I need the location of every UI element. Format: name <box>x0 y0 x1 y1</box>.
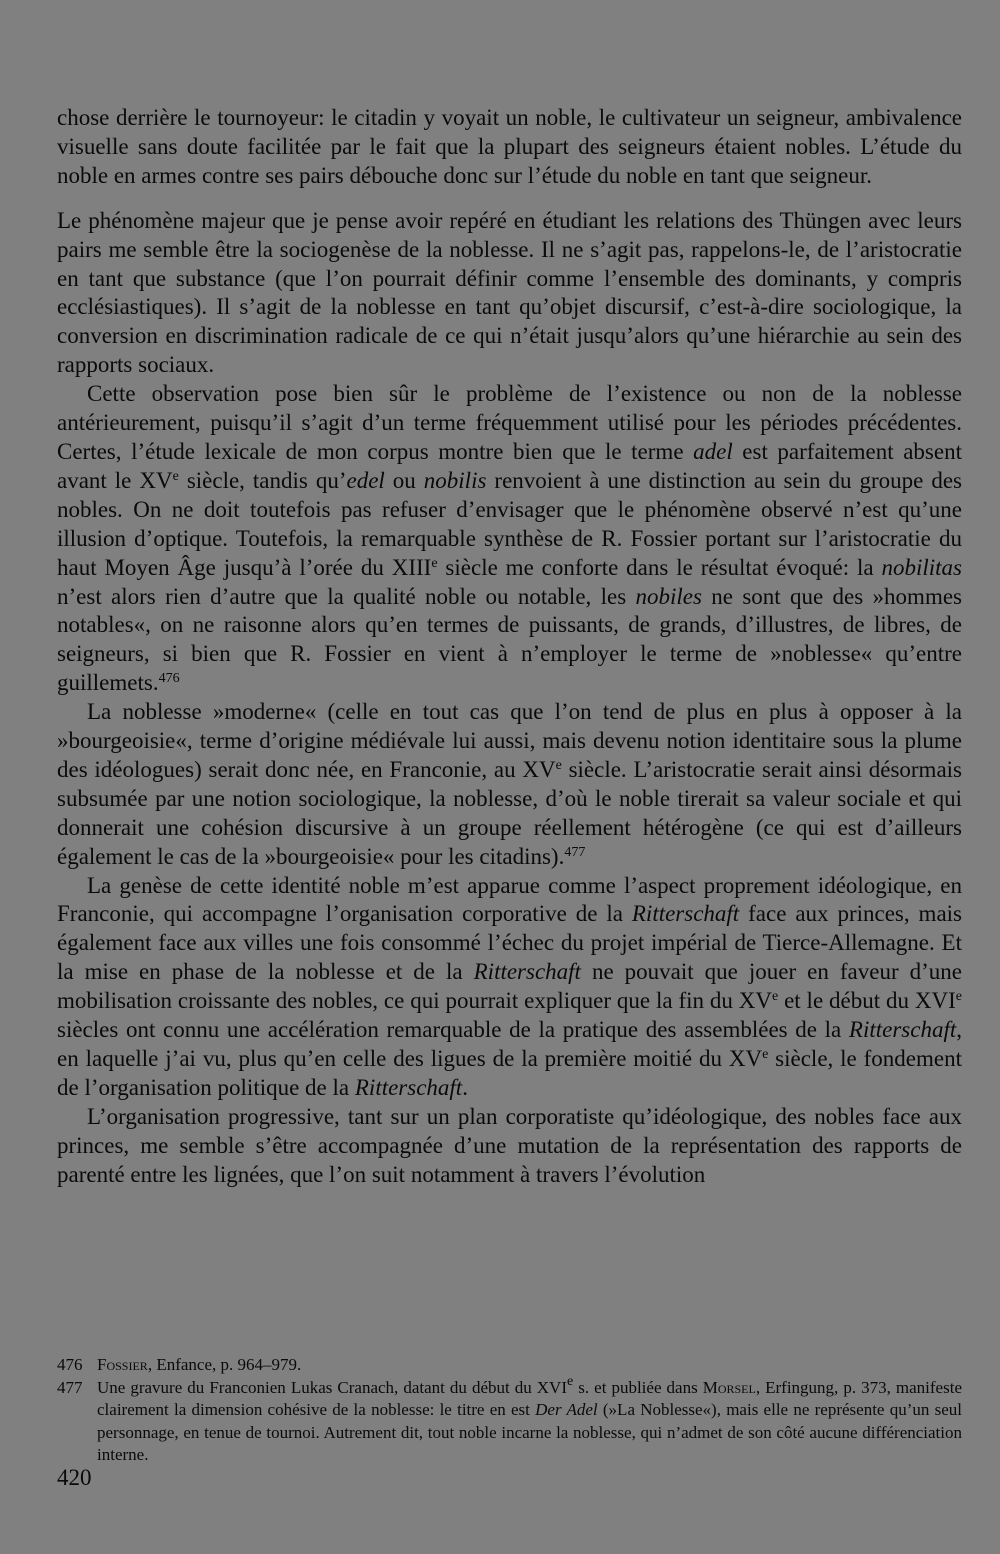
footnote-text: Fossier, Enfance, p. 964–979. <box>97 1355 302 1374</box>
paragraph-4: La noblesse »moderne« (celle en tout cas que l’on tend de plus en plus à opposer à la »bourgeoisie«, terme d’origine médiévale lui aussi, mais devenu notion identitaire sous la plume des idéologues) serait donc née, en Franconie, au XVe siècle. L’aristocratie serait ainsi désormais subsumée par une notion sociologique, la noblesse, d’où le noble tirerait sa valeur sociale et qui donnerait une cohésion discursive à un groupe réellement hétérogène (ce qui est d’ailleurs également le cas de la »bourgeoisie« pour les citadins).$^{477}$ <box>57 699 962 869</box>
footnote-text: Une gravure du Franconien Lukas Cranach, datant du début du XVIe s. et publiée dans Morsel, Erfingung, p. 373, manifeste clairement la dimension cohésive de la noblesse: le titre en est Der Adel (»La Noblesse«), mais elle ne représente qu’un seul personnage, en tenue de tournoi. Autrement dit, tout noble incarne la noblesse, qui n’admet de son côté aucune différenciation interne. <box>97 1373 962 1465</box>
footnotes <box>57 1354 962 1467</box>
term-ritterschaft: Ritterschaft <box>473 959 581 985</box>
paragraph-3: Cette observation pose bien sûr le problème de l’existence ou non de la noblesse antérieurement, puisqu’il s’agit d’un terme fréquemment utilisé pour les périodes précédentes. Certes, l’étude lexicale de mon corpus montre bien que le terme adel est parfaitement absent avant le XVe siècle, tandis qu’edel ou nobilis renvoient à une distinction au sein du groupe des nobles. On ne doit toutefois pas refuser d’envisager que le phénomène observé n’est qu’une illusion d’optique. Toutefois, la remarquable synthèse de R. Fossier portant sur l’aristocratie du haut Moyen Âge jusqu’à l’orée du XIIIe siècle me conforte dans le résultat évoqué: la nobilitas n’est alors rien d’autre que la qualité noble ou notable, les nobiles ne sont que des »hommes notables«, on ne raisonne alors qu’en termes de puissants, de grands, d’illustres, de libres, de seigneurs, si bien que R. Fossier en vient à n’employer le terme de »noblesse« qu’entre guillemets.$^{476}$ <box>57 381 962 696</box>
paragraph-2: Le phénomène majeur que je pense avoir repéré en étudiant les relations des Thüngen avec leurs pairs me semble être la sociogenèse de la noblesse. Il ne s’agit pas, rappelons-le, de l’aristocratie en tant que substance (que l’on pourrait définir comme l’ensemble des dominants, y compris ecclésiastiques). Il s’agit de la noblesse en tant qu’objet discursif, c’est-à-dire sociologique, la conversion en discrimination radicale de ce qui n’était jusqu’alors qu’une hiérarchie au sein des rapports sociaux. <box>57 207 962 378</box>
term-adel: adel <box>693 438 733 464</box>
term-ritterschaft: Ritterschaft <box>354 1074 463 1100</box>
term-ritterschaft: Ritterschaft <box>631 901 740 927</box>
term-nobiles: nobiles <box>635 583 702 609</box>
page-number: 420 <box>57 1465 92 1490</box>
footnote-number: 476 <box>57 1355 83 1374</box>
footnote-number: 477 <box>57 1377 83 1397</box>
footnote-477 <box>57 1373 962 1467</box>
footnote-ref-476[interactable]: 476 <box>158 671 180 687</box>
term-ritterschaft: Ritterschaft <box>848 1017 957 1043</box>
paragraph-5: La genèse de cette identité noble m’est apparue comme l’aspect proprement idéologique, en Franconie, qui accompagne l’organisation corporative de la Ritterschaft face aux princes, mais également face aux villes une fois consommé l’échec du projet impérial de Tierce-Allemagne. Et la mise en phase de la noblesse et de la Ritterschaft ne pouvait que jouer en faveur d’une mobilisation croissante des nobles, ce qui pourrait expliquer que la fin du XVe et le début du XVIe siècles ont connu une accélération remarquable de la pratique des assemblées de la Ritterschaft, en laquelle j’ai vu, plus qu’en celle des ligues de la première moitié du XVe siècle, le fondement de l’organisation politique de la Ritterschaft. <box>57 872 963 1100</box>
term-nobilitas: nobilitas <box>881 554 962 580</box>
paragraph-6: L’organisation progressive, tant sur un plan corporatiste qu’idéologique, des nobles face aux princes, me semble s’être accompagnée d’une mutation de la représentation des rapports de parenté entre les lignées, que l’on suit notamment à travers l’évolution <box>57 1103 962 1187</box>
term-edel: edel <box>346 467 385 493</box>
paragraph-1: chose derrière le tournoyeur: le citadin y voyait un noble, le cultivateur un seigneur, ambivalence visuelle sans doute facilitée par le fait que la plupart des seigneurs étaient nobles. L’étude du noble en armes contre ses pairs débouche donc sur l’étude du noble en tant que seigneur. <box>57 105 962 188</box>
body-text <box>57 104 962 1190</box>
footnote-476 <box>57 1354 962 1377</box>
term-nobilis: nobilis <box>423 467 487 493</box>
footnote-ref-477[interactable]: 477 <box>564 844 586 860</box>
